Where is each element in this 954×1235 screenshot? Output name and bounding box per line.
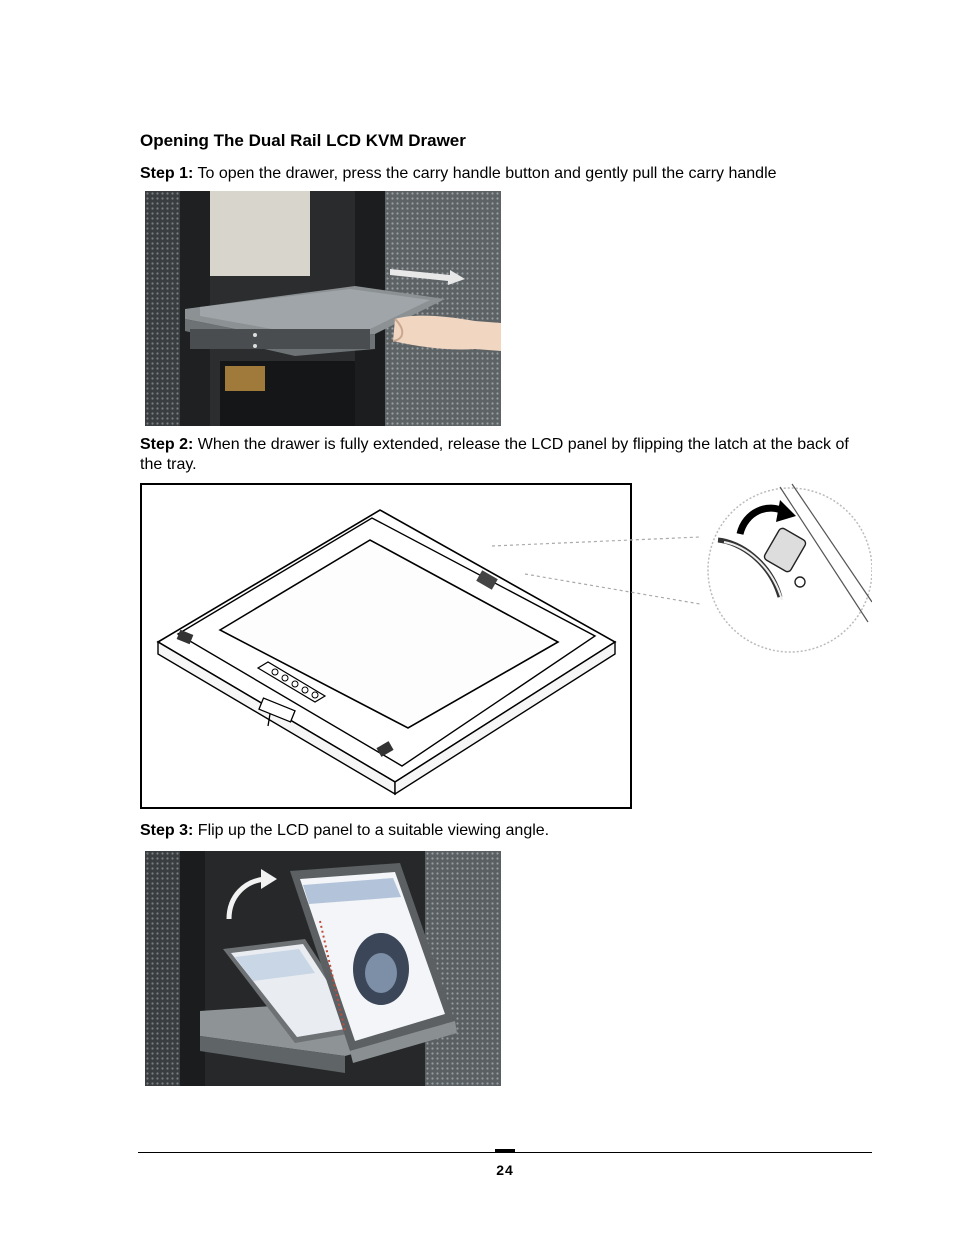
lcd-panel-flip-photo [145, 851, 501, 1086]
rack-drawer-pull-photo [145, 191, 501, 426]
step-1 [140, 164, 860, 184]
step-3-text: Flip up the LCD panel to a suitable viewing angle. [193, 822, 550, 839]
step-1-text: To open the drawer, press the carry handle button and gently pull the carry handle [193, 165, 777, 182]
footer-rule [138, 1152, 872, 1153]
section-title: Opening The Dual Rail LCD KVM Drawer [140, 131, 466, 150]
step-2-label: Step 2: [140, 436, 194, 453]
step-2 [140, 435, 860, 475]
lcd-tray-latch-diagram [140, 482, 872, 809]
step-2-text: When the drawer is fully extended, release the LCD panel by flipping the latch at the back of the tray. [140, 436, 849, 473]
step-3-label: Step 3: [140, 822, 194, 839]
step-1-label: Step 1: [140, 165, 194, 182]
step-3 [140, 821, 860, 841]
page-number: 24 [496, 1162, 514, 1178]
footer-tick [495, 1149, 515, 1152]
